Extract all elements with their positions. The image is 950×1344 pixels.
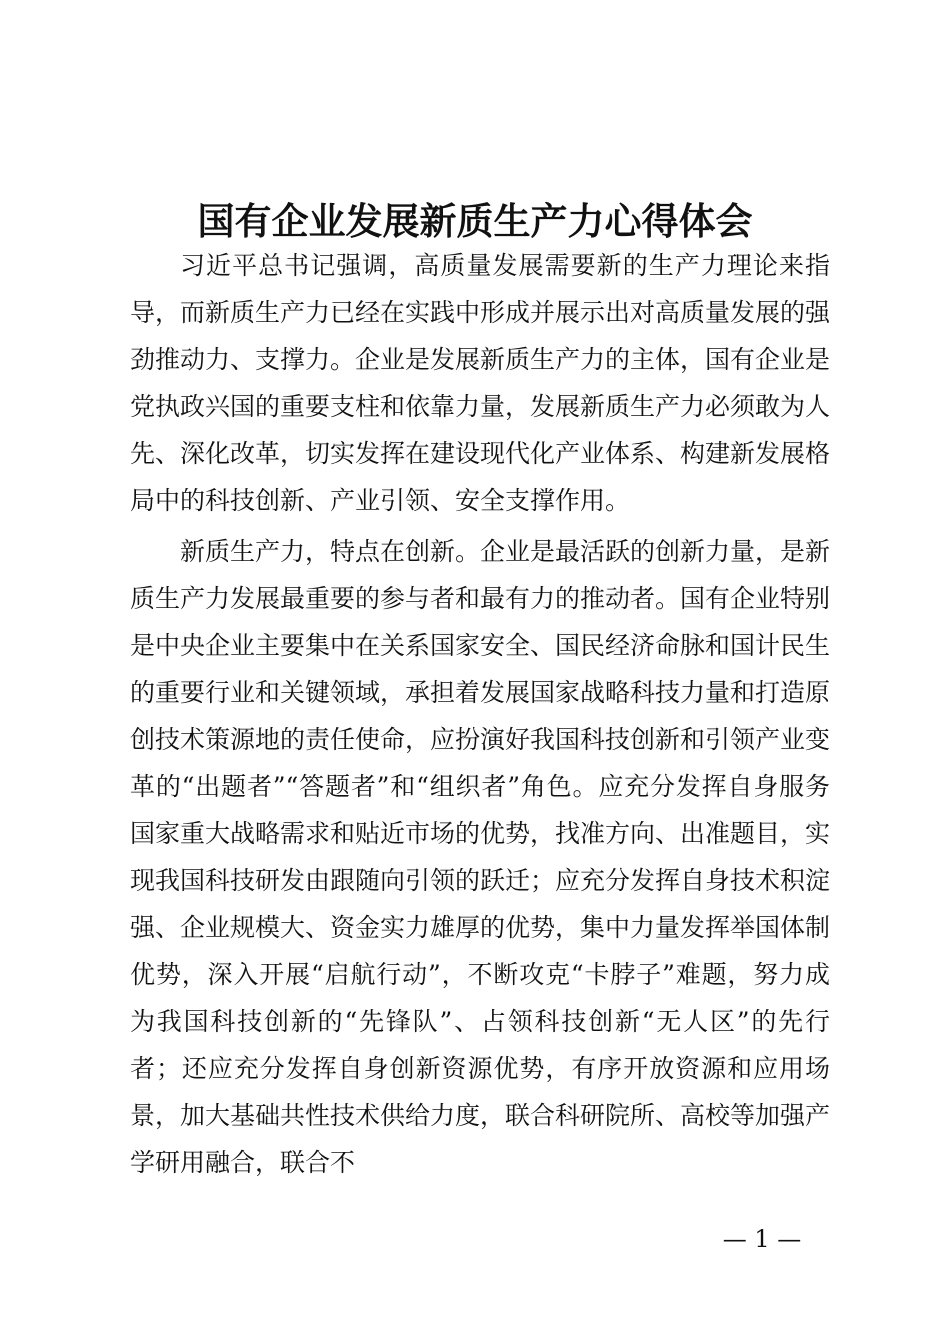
body-paragraph-2: 新质生产力，特点在创新。企业是最活跃的创新力量，是新质生产力发展最重要的参与者和最有力的推动者。国有企业特别是中央企业主要集中在关系国家安全、国民经济命脉和国计民生的重要行业和关键领域，承担着发展国家战略科技力量和打造原创技术策源地的责任使命，应扮演好我国科技创新和引领产业变革的“出题者”“答题者”和“组织者”角色。应充分发挥自身服务国家重大战略需求和贴近市场的优势，找准方向、出准题目，实现我国科技研发由跟随向引领的跃迁；应充分发挥自身技术积淀强、企业规模大、资金实力雄厚的优势，集中力量发挥举国体制优势，深入开展“启航行动”，不断攻克“卡脖子”难题，努力成为我国科技创新的“先锋队”、占领科技创新“无人区”的先行者；还应充分发挥自身创新资源优势，有序开放资源和应用场景，加大基础共性技术供给力度，联合科研院所、高校等加强产学研用融合，联合不 bbox=[130, 537, 831, 1177]
page-number: — 1 — bbox=[722, 1225, 802, 1253]
body-paragraph-1: 习近平总书记强调，高质量发展需要新的生产力理论来指导，而新质生产力已经在实践中形成并展示出对高质量发展的强劲推动力、支撑力。企业是发展新质生产力的主体，国有企业是党执政兴国的重要支柱和依靠力量，发展新质生产力必须敢为人先、深化改革，切实发挥在建设现代化产业体系、构建新发展格局中的科技创新、产业引领、安全支撑作用。 bbox=[130, 251, 831, 515]
document-title: 国有企业发展新质生产力心得体会 bbox=[197, 198, 753, 243]
